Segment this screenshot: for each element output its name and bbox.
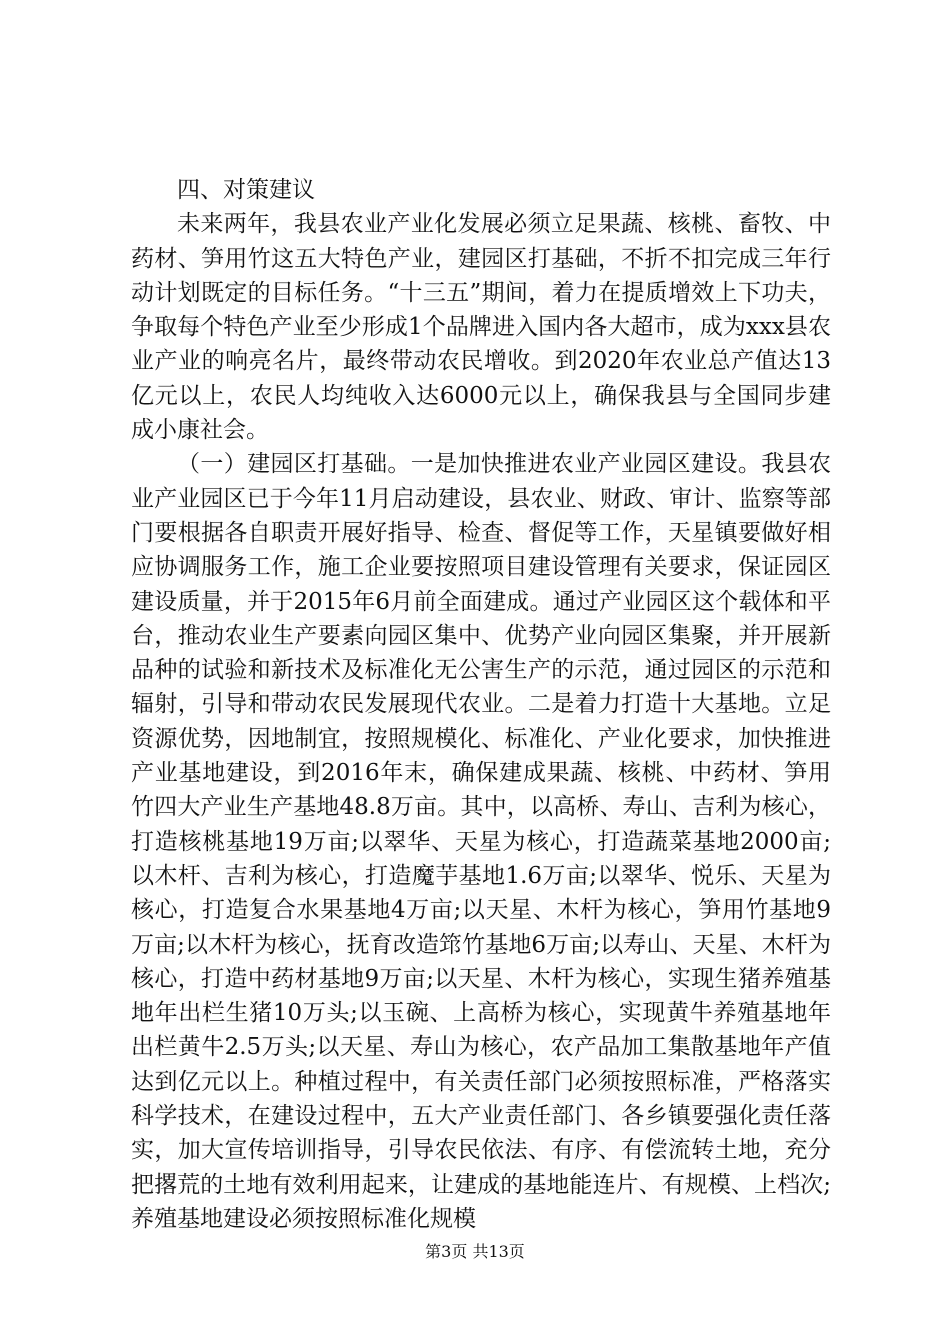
page-footer <box>0 1242 950 1262</box>
paragraph-intro: 未来两年，我县农业产业化发展必须立足果蔬、核桃、畜牧、中药材、笋用竹这五大特色产业，建园区打基础，不折不扣完成三年行动计划既定的目标任务。“十三五”期间，着力在提质增效上下功夫，争取每个特色产业至少形成1个品牌进入国内各大超市，成为xxx县农业产业的响亮名片，最终带动农民增收。到2020年农业总产值达13亿元以上，农民人均纯收入达6000元以上，确保我县与全国同步建成小康社会。 <box>131 211 831 444</box>
document-body <box>131 173 831 1236</box>
section-heading: 四、对策建议 <box>177 177 315 203</box>
page-number-label: 第3页 共13页 <box>425 1242 525 1261</box>
paragraph-section-one: （一）建园区打基础。一是加快推进农业产业园区建设。我县农业产业园区已于今年11月启动建设，县农业、财政、审计、监察等部门要根据各自职责开展好指导、检查、督促等工作，天星镇要做好相应协调服务工作，施工企业要按照项目建设管理有关要求，保证园区建设质量，并于2015年6月前全面建成。通过产业园区这个载体和平台，推动农业生产要素向园区集中、优势产业向园区集聚，并开展新品种的试验和新技术及标准化无公害生产的示范，通过园区的示范和辐射，引导和带动农民发展现代农业。二是着力打造十大基地。立足资源优势，因地制宜，按照规模化、标准化、产业化要求，加快推进产业基地建设，到2016年末，确保建成果蔬、核桃、中药材、笋用竹四大产业生产基地48.8万亩。其中，以高桥、寿山、吉利为核心，打造核桃基地19万亩;以翠华、天星为核心，打造蔬菜基地2000亩;以木杆、吉利为核心，打造魔芋基地1.6万亩;以翠华、悦乐、天星为核心，打造复合水果基地4万亩;以天星、木杆为核心，笋用竹基地9万亩;以木杆为核心，抚育改造筇竹基地6万亩;以寿山、天星、木杆为核心，打造中药材基地9万亩;以天星、木杆为核心，实现生猪养殖基地年出栏生猪10万头;以玉碗、上高桥为核心，实现黄牛养殖基地年出栏黄牛2.5万头;以天星、寿山为核心，农产品加工集散基地年产值达到亿元以上。种植过程中，有关责任部门必须按照标准，严格落实科学技术，在建设过程中，五大产业责任部门、各乡镇要强化责任落实，加大宣传培训指导，引导农民依法、有序、有偿流转土地，充分把撂荒的土地有效利用起来，让建成的基地能连片、有规模、上档次;养殖基地建设必须按照标准化规模 <box>131 451 831 1232</box>
